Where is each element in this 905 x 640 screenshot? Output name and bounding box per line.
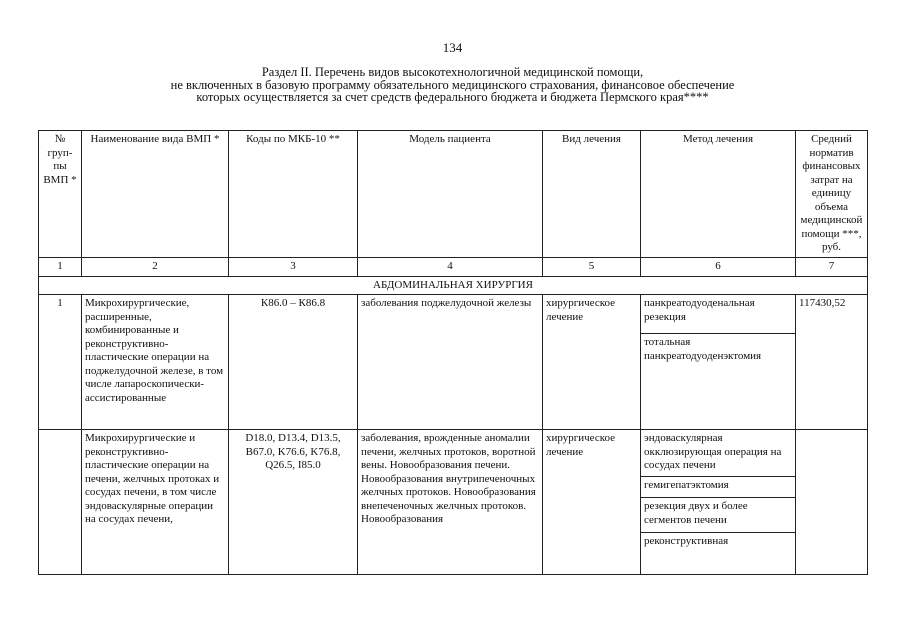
- title-line: которых осуществляется за счет средств федерального бюджета и бюджета Пермского края****: [196, 90, 709, 104]
- treatment-methods: [641, 295, 796, 430]
- method-item: тотальная панкреатодуоденэктомия: [644, 336, 762, 362]
- column-number-row: [39, 258, 868, 277]
- patient-model: заболевания поджелудочной железы: [358, 295, 543, 430]
- column-number: 5: [543, 258, 641, 277]
- column-number: 6: [641, 258, 796, 277]
- vmp-name: Микрохирургические, расширенные, комбинированные и реконструктивно-пластические операции на поджелудочной железе, в том числе лапароскопически-ассистированные: [82, 295, 229, 430]
- page-number: 134: [442, 40, 463, 55]
- treatment-type: хирургическое лечение: [543, 430, 641, 575]
- section-heading: АБДОМИНАЛЬНАЯ ХИРУРГИЯ: [39, 276, 868, 295]
- header-patient-model: Модель пациента: [358, 131, 543, 258]
- group-number: [39, 430, 82, 575]
- vmp-name: Микрохирургические и реконструктивно-пластические операции на печени, желчных протоках и сосудах печени, в том числе эндоваскулярные операции на сосудах печени,: [82, 430, 229, 575]
- header-icd-codes: Коды по МКБ-10 **: [229, 131, 358, 258]
- method-item: гемигепатэктомия: [641, 477, 795, 498]
- column-number: 1: [39, 258, 82, 277]
- average-cost: 117430,52: [796, 295, 868, 430]
- column-number: 2: [82, 258, 229, 277]
- treatment-methods: [641, 430, 796, 575]
- method-item: эндоваскулярная окклюзирующая операция на сосудах печени: [641, 430, 795, 477]
- header-row: [39, 131, 868, 258]
- icd-codes: К86.0 – К86.8: [229, 295, 358, 430]
- patient-model: заболевания, врожденные аномалии печени, желчных протоков, воротной вены. Новообразования печени. Новообразования внутрипеченочных желчных протоков. Новообразования внепеченочных желчных протоков. Новообразования: [358, 430, 543, 575]
- title-line: не включенных в базовую программу обязательного медицинского страхования, финансовое обеспечение: [170, 77, 735, 92]
- table-row: [39, 430, 868, 575]
- column-number: 3: [229, 258, 358, 277]
- header-group-number: № груп-пы ВМП *: [39, 131, 82, 258]
- treatment-type: хирургическое лечение: [543, 295, 641, 430]
- average-cost: [796, 430, 868, 575]
- method-item: резекция двух и более сегментов печени: [641, 498, 795, 533]
- header-vmp-name: Наименование вида ВМП *: [82, 131, 229, 258]
- header-treatment-method: Метод лечения: [641, 131, 796, 258]
- title-line: Раздел II. Перечень видов высокотехнологичной медицинской помощи,: [261, 65, 644, 79]
- table-row: [39, 295, 868, 430]
- vmp-table: [38, 130, 868, 575]
- method-item: панкреатодуоденальная резекция: [641, 295, 795, 334]
- column-number: 4: [358, 258, 543, 277]
- section-row: [39, 276, 868, 295]
- method-item: реконструктивная: [644, 535, 729, 547]
- section-title: [60, 66, 845, 104]
- group-number: 1: [39, 295, 82, 430]
- icd-codes: D18.0, D13.4, D13.5, B67.0, K76.6, K76.8, Q26.5, I85.0: [229, 430, 358, 575]
- header-average-cost: Средний норматив финансовых затрат на единицу объема медицинской помощи ***, руб.: [796, 131, 868, 258]
- header-treatment-type: Вид лечения: [543, 131, 641, 258]
- column-number: 7: [796, 258, 868, 277]
